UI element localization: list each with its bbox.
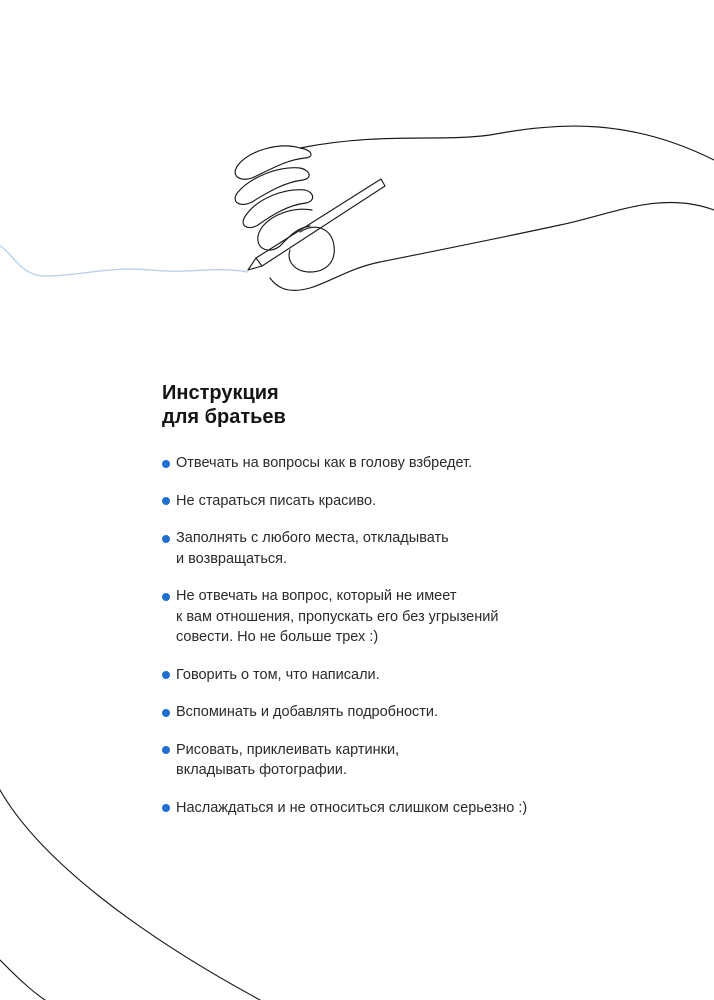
item-text: Вспоминать и добавлять подробности. — [176, 704, 439, 720]
list-item — [162, 798, 682, 819]
item-text: и возвращаться. — [176, 550, 288, 567]
bullet-icon — [162, 460, 170, 468]
item-text: Говорить о том, что написали. — [176, 666, 380, 683]
bullet-icon — [162, 804, 170, 812]
list-item — [162, 528, 682, 569]
bullet-icon — [162, 535, 170, 543]
arm-upper-outline — [300, 126, 714, 160]
item-text: Заполнять с любого места, откладывать — [176, 530, 449, 546]
list-item — [162, 740, 682, 781]
list-item — [162, 702, 682, 723]
list-item — [162, 453, 682, 474]
list-item — [162, 586, 682, 648]
item-text: Не отвечать на вопрос, который не имеет — [176, 588, 457, 604]
list-item — [162, 491, 682, 512]
bullet-icon — [162, 709, 170, 717]
ink-trail-line — [0, 246, 248, 276]
arm-lower-outline — [270, 202, 714, 290]
item-text: вкладывать фотографии. — [176, 762, 347, 778]
page-title-line-2: для братьев — [162, 406, 286, 428]
bullet-icon — [162, 593, 170, 601]
finger-2 — [235, 168, 309, 205]
page-title-line-1: Инструкция — [162, 382, 279, 404]
item-text: Не стараться писать красиво. — [176, 492, 377, 509]
item-text: к вам отношения, пропускать его без угрызений — [176, 608, 499, 625]
bullet-icon — [162, 746, 170, 754]
bullet-icon — [162, 497, 170, 505]
list-item — [162, 665, 682, 686]
item-text: Рисовать, приклеивать картинки, — [176, 741, 400, 758]
decor-curve-outer — [0, 790, 260, 1000]
item-text: Наслаждаться и не относиться слишком серьезно :) — [176, 799, 528, 816]
pen-body — [256, 179, 385, 266]
bullet-icon — [162, 671, 170, 679]
item-text: Отвечать на вопросы как в голову взбредет. — [176, 455, 473, 471]
decor-curve-inner — [0, 960, 45, 1000]
finger-1 — [235, 146, 311, 179]
instruction-list — [162, 453, 682, 818]
page-title — [162, 381, 286, 429]
item-text: совести. Но не больше трех :) — [176, 629, 379, 645]
